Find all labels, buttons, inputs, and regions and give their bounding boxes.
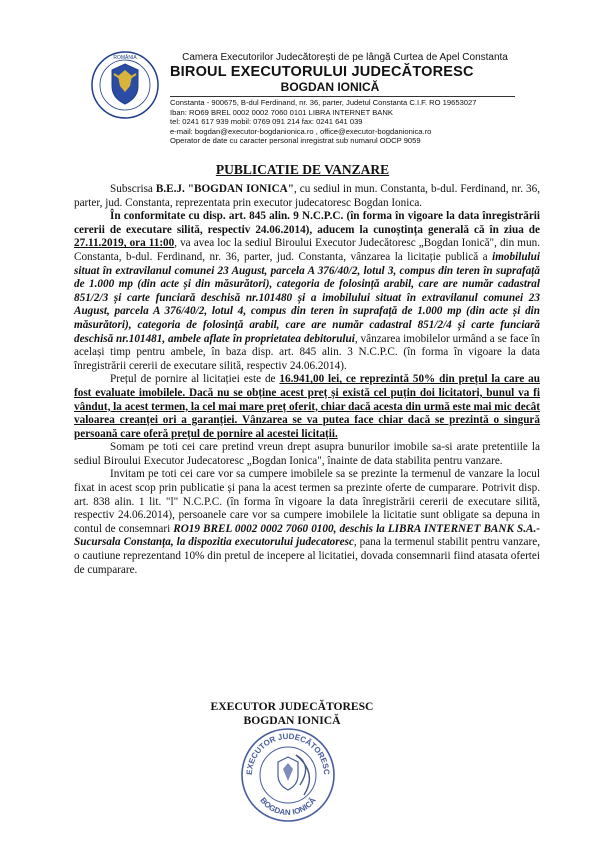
letterhead [170,52,550,146]
email-line: e-mail: bogdan@executor-bogdanionica.ro , office@executor-bogdanionica.ro [170,126,432,136]
starting-price: 16.941,00 lei, ce reprezintă 50% din prețul la care au fost evaluate imobilele. Dacă nu se obține acest preț și există cel puțin doi licitatori, bunul va fi vândut, la acest termen, la cel mai mare preț oferit, chiar dacă acesta din urmă este mai mic decât valoarea creanței ori a garanției. Vânzarea se va putea face chiar dacă se prezintă o singură persoană care oferă prețul de pornire al acestei licitații. [74,373,540,440]
paragraph-2: În conformitate cu disp. art. 845 alin. 9 N.C.P.C. (în forma în vigoare la data înregistrării cererii de executare silită, respectiv 24.06.2014), aducem la cunoștința generală că în ziua de 27.11.2019, ora 11:00, va avea loc la sediul Biroului Executor Judecătoresc „Bogdan Ionică", din mun. Constanta, b-dul. Ferdinand, nr. 36, parter, jud. Constanta, vânzarea la licitație publică a imobilului situat în extravilanul comunei 23 August, parcela A 376/40/2, lotul 3, compus din teren în suprafață de 1.000 mp (din acte și din măsurători), categoria de folosință arabil, care are număr cadastral 851/2/3 și carte funciară deschisă nr.101480 și a imobilului situat în extravilanul comunei 23 August, parcela A 376/40/2, lotul 4, compus din teren în suprafață de 1.000 mp (din acte și din măsurători), categoria de folosință arabil, care are număr cadastral 851/2/4 și carte funciară deschisă nr.101481, ambele aflate în proprietatea debitorului, vânzarea imobilelor urmând a se face în același timp pentru ambele, în baza disp. art. 845 alin. 3 N.C.P.C. (în forma în vigoare la data înregistrării cererii de executare silită, respectiv 24.06.2014). [74,210,540,372]
chamber-name: Camera Executorilor Judecătorești de pe lângă Curtea de Apel Constanta [182,52,508,63]
paragraph-3: Prețul de pornire al licitației este de 16.941,00 lei, ce reprezintă 50% din prețul la care au fost evaluate imobilele. Dacă nu se obține acest preț și există cel puțin doi licitatori, bunul va fi vândut, la acest termen, la cel mai mare preț oferit, chiar dacă acesta din urmă este mai mic decât valoarea creanței ori a garanției. Vânzarea se va putea face chiar dacă se prezintă o singură persoană care oferă prețul de pornire al acestei licitații. [74,373,540,440]
svg-text:EXECUTOR JUDECĂTORESC: EXECUTOR JUDECĂTORESC [244,731,332,776]
svg-text:ROMÂNIA: ROMÂNIA [113,55,137,61]
paragraph-4: Somam pe toti cei care pretind vreun drept asupra bunurilor imobile sa-si arate pretentiile la sediul Biroului Executor Judecatoresc „Bogdan Ionica", înainte de data stabilita pentru vanzare. [74,441,540,467]
auction-date: 27.11.2019, ora 11:00 [74,237,175,250]
office-name: BIROUL EXECUTORULUI JUDECĂTORESC [170,64,474,80]
paragraph-5: Invitam pe toti cei care vor sa cumpere imobilele sa se prezinte la termenul de vanzare la locul fixat in acest scop prin publicatie și pana la acest termen sa prezinte oferte de cumparare. Potrivit disp. art. 838 alin. 1 lit. "l" N.C.P.C. (în forma în vigoare la data înregistrării cererii de executare silită, respectiv 24.06.2014), persoanele care vor sa cumpere imobilele la licitatie sunt obligate sa depuna in contul de consemnari RO19 BREL 0002 0002 7060 0100, deschis la LIBRA INTERNET BANK S.A.-Sucursala Constanța, la dispozitia executorului judecatoresc, pana la termenul stabilit pentru vanzare, o cautiune reprezentand 10% din pretul de incepere al licitatiei, dovada consemnarii fiind atasata ofertei de cumparare. [74,468,541,576]
paragraph-1: Subscrisa B.E.J. "BOGDAN IONICA", cu sediul in mun. Constanta, b-dul. Ferdinand, nr. 36, parter, jud. Constanta, reprezentata prin executor judecatoresc Bogdan Ionica. [74,183,540,209]
phone-line: tel: 0241 617 939 mobil: 0769 091 214 fax: 0241 641 039 [170,117,363,127]
operator-line: Operator de date cu caracter personal inregistrat sub numarul ODCP 9059 [170,136,421,146]
deposit-account: RO19 BREL 0002 0002 7060 0100, deschis la LIBRA INTERNET BANK S.A.-Sucursala Constanța, la dispozitia executorului judecatoresc [74,522,540,549]
executor-name: BOGDAN IONICĂ [280,80,380,94]
svg-text:BOGDAN IONICĂ: BOGDAN IONICĂ [258,795,318,818]
signature-title: EXECUTOR JUDECĂTORESC [210,700,374,713]
document-title: PUBLICATIE DE VANZARE [215,162,390,177]
iban-line: Iban: RO69 BREL 0002 0002 7060 0101 LIBRA INTERNET BANK [170,107,393,117]
address-line: Constanta - 900675, B-dul Ferdinand, nr. 36, parter, Judetul Constanta C.I.F. RO 19653027 [170,98,477,107]
signature-name: BOGDAN IONICĂ [243,714,341,727]
official-stamp [238,725,338,825]
property-description: imobilului situat în extravilanul comunei 23 August, parcela A 376/40/2, lotul 3, compus din teren în suprafață de 1.000 mp (din acte și din măsurători), categoria de folosință arabil, care are număr cadastral 851/2/3 și carte funciară deschisă nr.101480 și a imobilului situat în extravilanul comunei 23 August, parcela A 376/40/2, lotul 4, compus din teren în suprafață de 1.000 mp (din acte și din măsurători), categoria de folosință arabil, care are număr cadastral 851/2/4 și carte funciară deschisă nr.101481, ambele aflate în proprietatea debitorului [74,250,540,345]
document-body [74,183,540,577]
signature-block [192,700,392,728]
header-divider [170,96,515,97]
